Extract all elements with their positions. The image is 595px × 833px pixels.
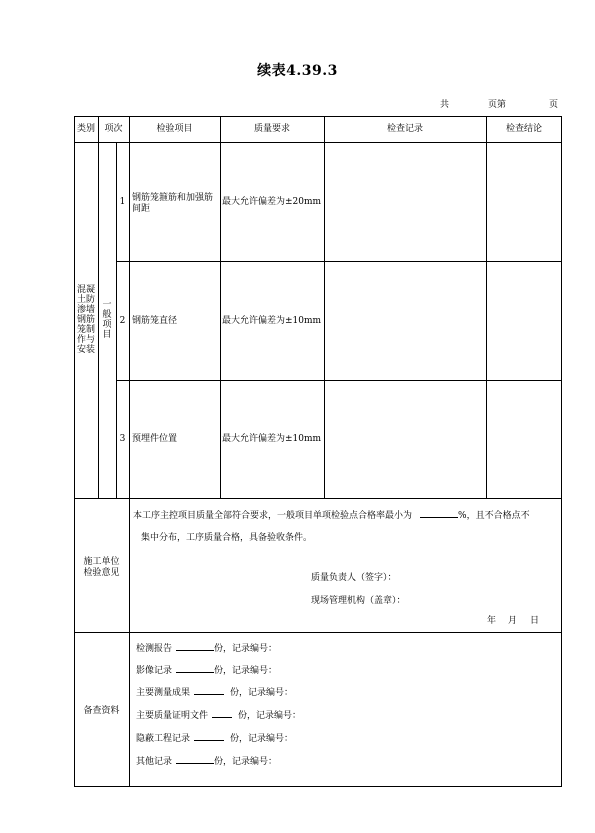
inspection-table bbox=[74, 116, 562, 787]
date-day: 日 bbox=[530, 616, 540, 626]
count-blank[interactable] bbox=[212, 717, 232, 718]
col-divider-item-no bbox=[129, 116, 130, 787]
count-blank[interactable] bbox=[176, 672, 214, 673]
header-quality-requirement: 质量要求 bbox=[253, 124, 290, 134]
row-2-number: 2 bbox=[119, 316, 126, 326]
group-label bbox=[98, 300, 116, 340]
section-divider-reference bbox=[74, 632, 562, 633]
category-label-line: 钢筋 bbox=[76, 315, 95, 325]
header-inspection-item: 检验项目 bbox=[156, 124, 193, 134]
opinion-text-line-1 bbox=[133, 511, 561, 522]
reference-item-name: 主要测量成果 bbox=[136, 688, 191, 698]
quality-person-signature: 质量负责人（签字）： bbox=[311, 573, 397, 583]
group-label-char: 一 bbox=[102, 300, 112, 310]
row-1-requirement: 最大允许偏差为±20mm bbox=[222, 197, 322, 207]
reference-item-unit: 份，记录编号： bbox=[238, 711, 302, 721]
row-1-item: 钢筋笼箍筋和加强筋间距 bbox=[132, 193, 214, 214]
category-label-line: 渗墙 bbox=[76, 305, 95, 315]
reference-item-name: 检测报告 bbox=[136, 644, 173, 654]
col-divider-requirement bbox=[324, 116, 325, 498]
row-3-item: 预埋件位置 bbox=[132, 434, 178, 444]
header-inspection-conclusion: 检查结论 bbox=[505, 124, 542, 134]
opinion-text-a: 本工序主控项目质量全部符合要求，一般项目单项检验点合格率最小为 bbox=[133, 511, 413, 521]
reference-item-name: 影像记录 bbox=[136, 666, 173, 676]
reference-item-name: 其他记录 bbox=[136, 757, 173, 767]
header-item-no: 项次 bbox=[104, 124, 123, 134]
reference-item bbox=[136, 734, 293, 745]
opinion-text-line-2: 集中分布，工序质量合格，具备验收条件。 bbox=[141, 533, 313, 543]
opinion-label bbox=[74, 557, 129, 579]
reference-item-name: 隐蔽工程记录 bbox=[136, 734, 191, 744]
row-3-requirement: 最大允许偏差为±10mm bbox=[222, 434, 322, 444]
header-inspection-record: 检查记录 bbox=[386, 124, 423, 134]
section-divider-opinion bbox=[74, 498, 562, 499]
category-label-line: 作与 bbox=[76, 335, 95, 345]
row-2-item: 钢筋笼直径 bbox=[132, 316, 178, 326]
count-blank[interactable] bbox=[194, 694, 224, 695]
row-divider-2 bbox=[116, 380, 562, 381]
category-label-line: 混凝 bbox=[76, 285, 95, 295]
page-number-label: 页第 bbox=[488, 100, 507, 110]
count-blank[interactable] bbox=[176, 650, 214, 651]
group-label-char: 目 bbox=[102, 330, 112, 340]
count-blank[interactable] bbox=[194, 740, 224, 741]
reference-item-unit: 份，记录编号： bbox=[214, 666, 278, 676]
category-label-line: 笼制 bbox=[76, 325, 95, 335]
col-divider-record bbox=[486, 116, 487, 498]
date-year: 年 bbox=[487, 616, 497, 626]
reference-item-unit: 份，记录编号： bbox=[214, 757, 278, 767]
document-title: 续表4.39.3 bbox=[257, 63, 338, 79]
opinion-label-line-1: 施工单位 bbox=[83, 557, 120, 567]
row-2-requirement: 最大允许偏差为±10mm bbox=[222, 316, 322, 326]
group-label-char: 项 bbox=[102, 320, 112, 330]
reference-item-unit: 份，记录编号： bbox=[230, 688, 294, 698]
count-blank[interactable] bbox=[176, 763, 214, 764]
pass-rate-blank[interactable] bbox=[420, 517, 458, 518]
site-organization-seal: 现场管理机构（盖章）： bbox=[311, 596, 406, 606]
opinion-text-b: %，且不合格点不 bbox=[458, 511, 530, 521]
header-category: 类别 bbox=[76, 124, 95, 134]
row-3-number: 3 bbox=[119, 434, 126, 444]
category-label-line: 安装 bbox=[76, 345, 95, 355]
date-month: 月 bbox=[508, 616, 518, 626]
reference-item bbox=[136, 666, 277, 677]
row-divider-1 bbox=[116, 261, 562, 262]
row-1-number: 1 bbox=[119, 197, 126, 207]
reference-item bbox=[136, 644, 277, 655]
page-end-label: 页 bbox=[549, 100, 559, 110]
header-divider bbox=[74, 142, 562, 143]
category-label bbox=[74, 285, 98, 355]
opinion-label-line-2: 检验意见 bbox=[83, 568, 120, 578]
reference-item-unit: 份，记录编号： bbox=[230, 734, 294, 744]
reference-item bbox=[136, 711, 301, 722]
group-label-char: 般 bbox=[102, 310, 112, 320]
category-label-line: 土防 bbox=[76, 295, 95, 305]
col-divider-item bbox=[220, 116, 221, 498]
reference-item bbox=[136, 688, 293, 699]
page-total-label: 共 bbox=[440, 100, 450, 110]
reference-item-name: 主要质量证明文件 bbox=[136, 711, 209, 721]
reference-item bbox=[136, 757, 277, 768]
reference-item-unit: 份，记录编号： bbox=[214, 644, 278, 654]
reference-label: 备查资料 bbox=[83, 706, 120, 716]
